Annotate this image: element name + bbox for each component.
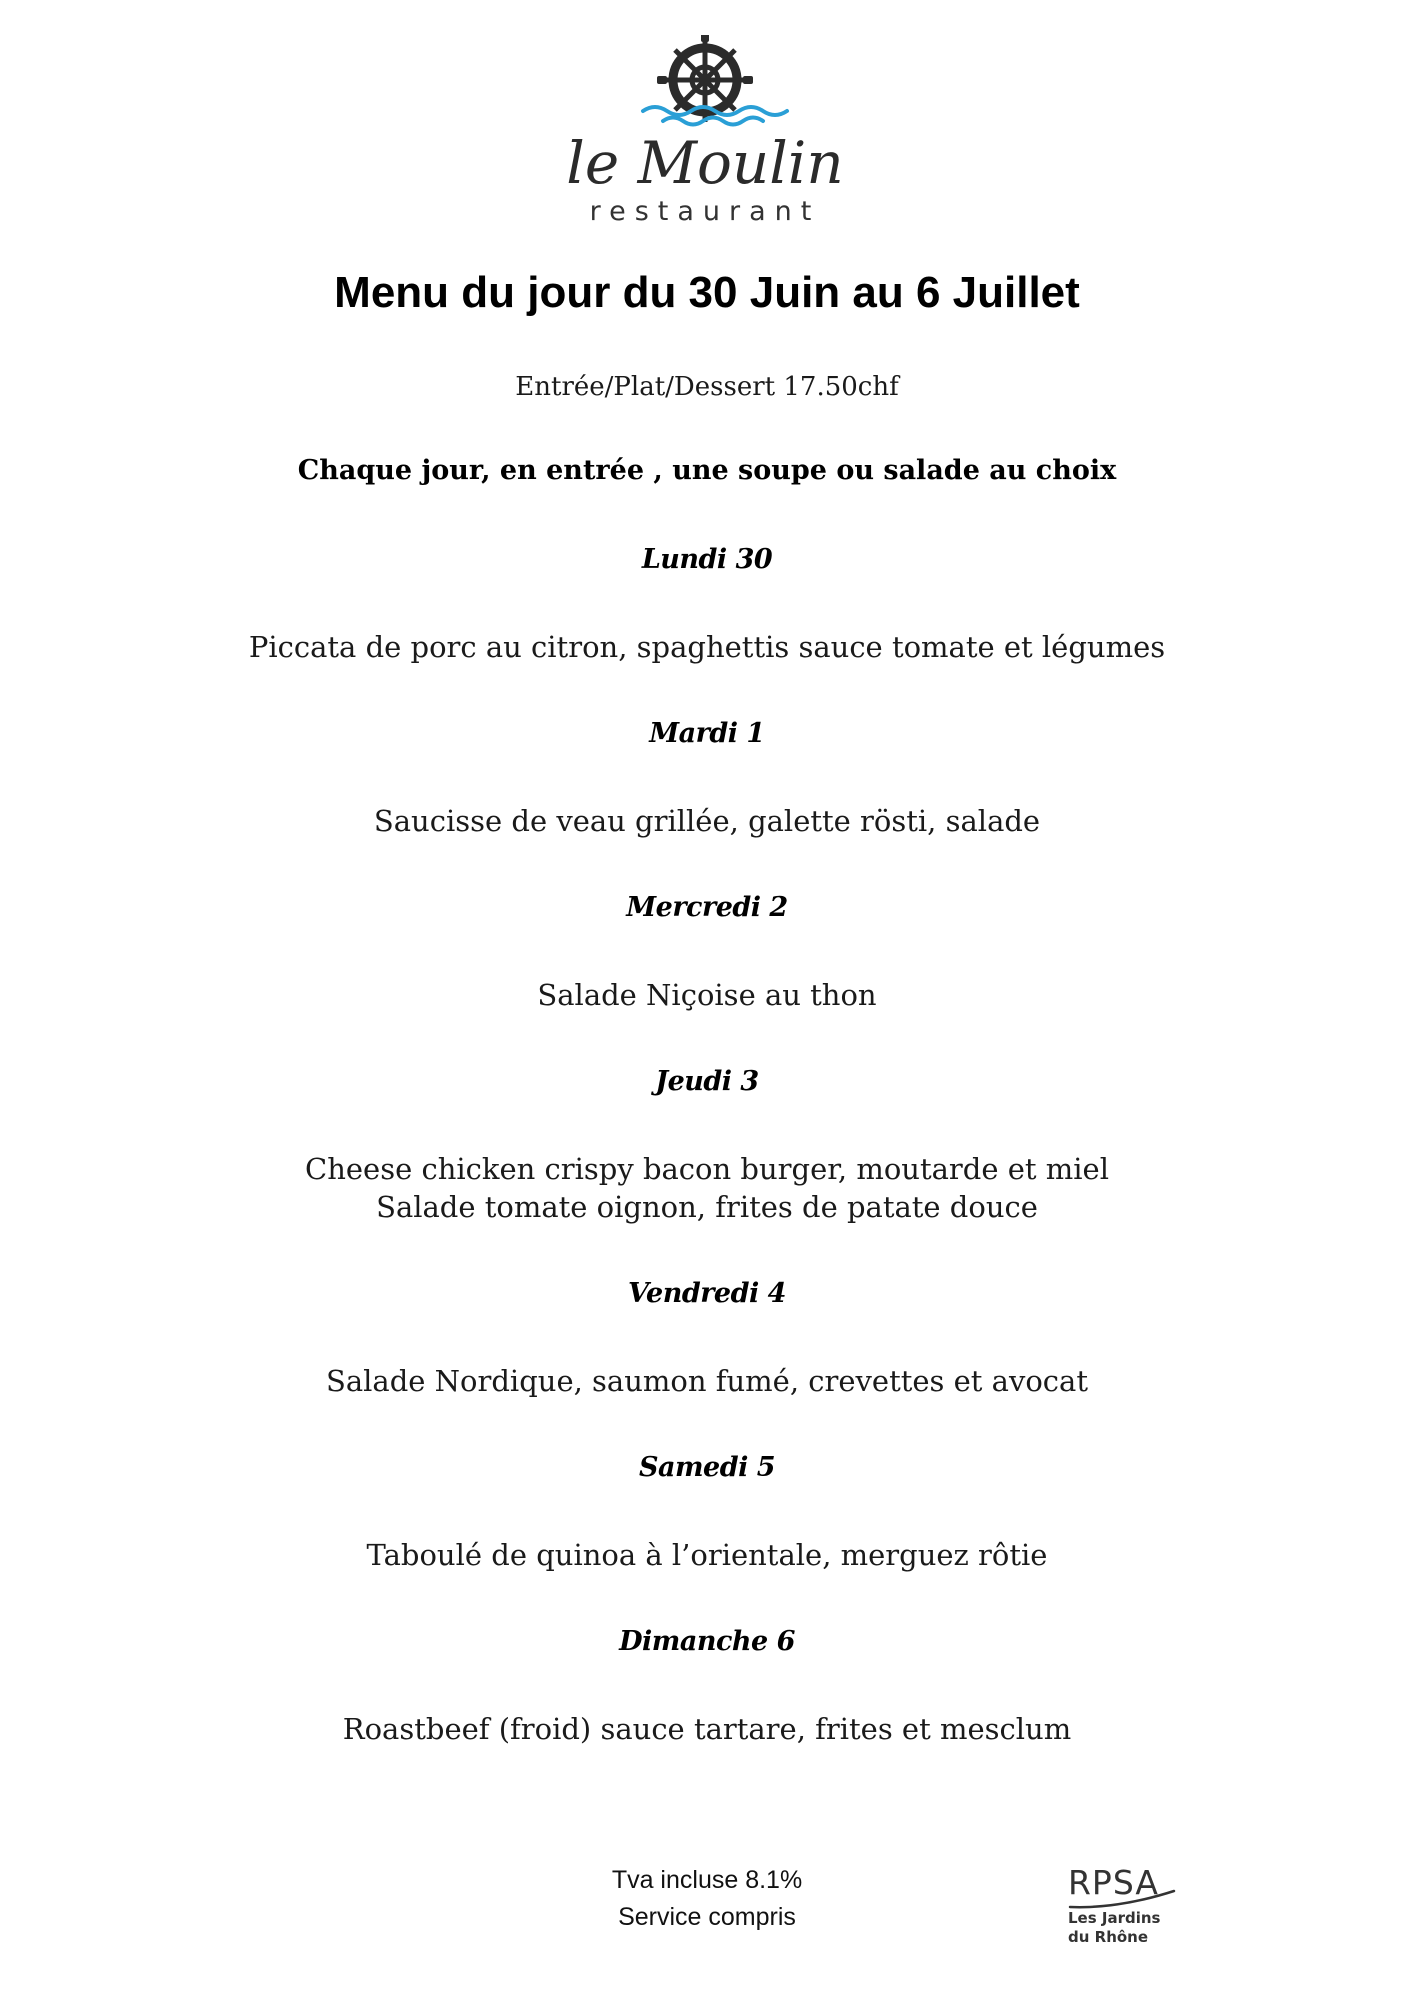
logo-subtitle: restaurant — [589, 196, 821, 227]
swoosh-icon — [1068, 1887, 1178, 1911]
tva-note: Tva incluse 8.1% — [611, 1866, 803, 1894]
ship-wheel-icon — [555, 35, 855, 235]
dish-sunday: Roastbeef (froid) sauce tartare, frites et mesclum — [342, 1712, 1072, 1746]
intro-line: Chaque jour, en entrée , une soupe ou salade au choix — [297, 455, 1117, 486]
partner-subtitle — [1068, 1909, 1188, 1947]
partner-line1: Les Jardins — [1068, 1909, 1161, 1927]
footer-note — [0, 1862, 1414, 1936]
day-heading-thursday: Jeudi 3 — [655, 1066, 759, 1097]
partner-line2: du Rhône — [1068, 1928, 1149, 1946]
day-heading-saturday: Samedi 5 — [638, 1452, 776, 1483]
day-heading-wednesday: Mercredi 2 — [626, 892, 788, 923]
restaurant-logo — [555, 35, 855, 235]
partner-mark-text: RPSA — [1068, 1863, 1159, 1902]
day-heading-tuesday: Mardi 1 — [649, 718, 765, 749]
dish-friday: Salade Nordique, saumon fumé, crevettes et avocat — [326, 1364, 1088, 1398]
day-heading-friday: Vendredi 4 — [628, 1278, 786, 1309]
partner-logo — [1068, 1865, 1188, 1955]
day-heading-monday: Lundi 30 — [641, 544, 773, 575]
dish-wednesday: Salade Niçoise au thon — [537, 978, 877, 1012]
page-title: Menu du jour du 30 Juin au 6 Juillet — [334, 268, 1080, 317]
dish-thursday-line2: Salade tomate oignon, frites de patate douce — [376, 1190, 1038, 1224]
price-line: Entrée/Plat/Dessert 17.50chf — [515, 372, 899, 402]
dish-monday: Piccata de porc au citron, spaghettis sauce tomate et légumes — [248, 630, 1166, 664]
partner-mark — [1068, 1865, 1188, 1901]
logo-name: le Moulin — [566, 129, 844, 197]
dish-saturday: Taboulé de quinoa à l’orientale, merguez rôtie — [366, 1538, 1048, 1572]
dish-tuesday: Saucisse de veau grillée, galette rösti, salade — [373, 804, 1041, 838]
dish-thursday-line1: Cheese chicken crispy bacon burger, moutarde et miel — [305, 1152, 1109, 1186]
day-heading-sunday: Dimanche 6 — [619, 1626, 795, 1657]
service-note: Service compris — [618, 1903, 796, 1931]
